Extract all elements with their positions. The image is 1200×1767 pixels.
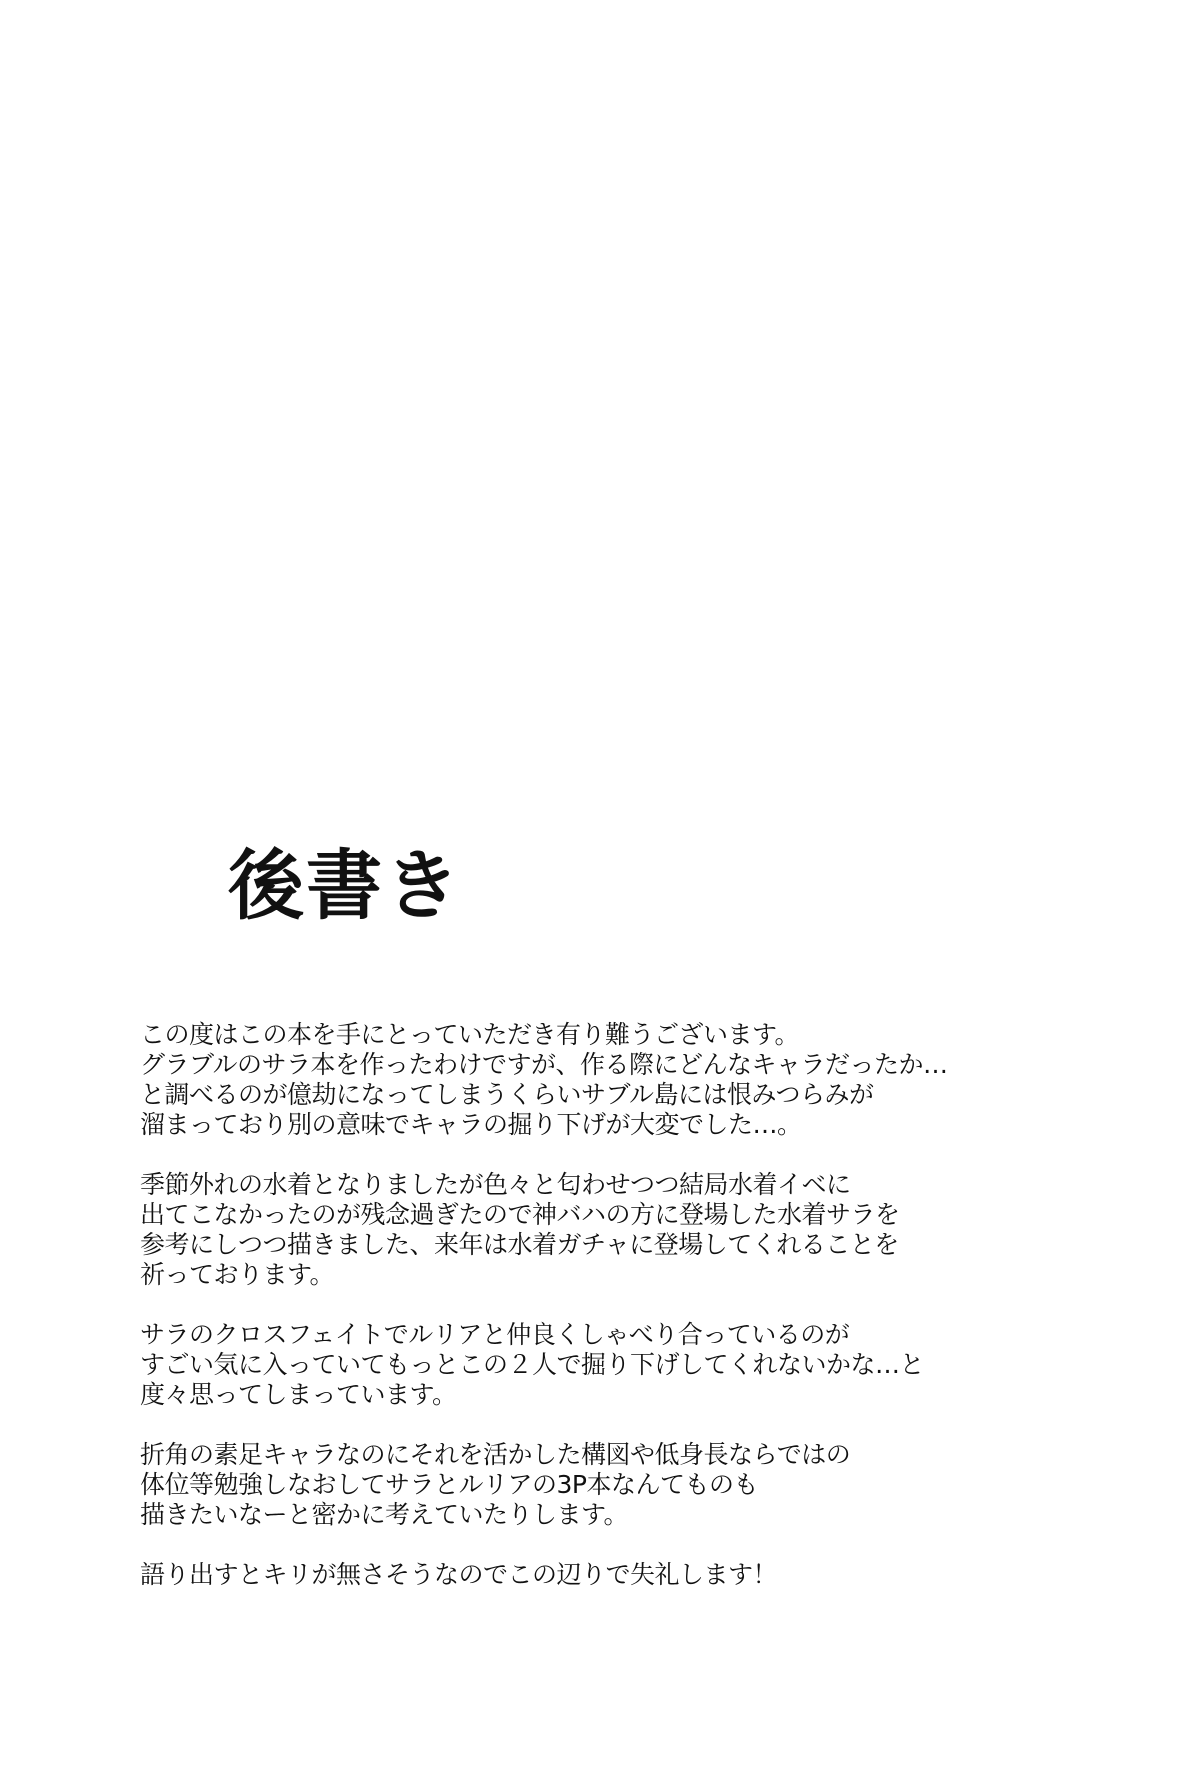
paragraph-swimsuit [140,1170,1040,1290]
text-line: サラのクロスフェイトでルリアと仲良くしゃべり合っているのが [140,1320,850,1349]
text-line: 折角の素足キャラなのにそれを活かした構図や低身長ならではの [140,1440,851,1469]
text-line: 溜まっており別の意味でキャラの掘り下げが大変でした…。 [140,1110,802,1139]
paragraph-plans [140,1440,1040,1530]
text-line: 出てこなかったのが残念過ぎたので神バハの方に登場した水着サラを [140,1200,900,1229]
text-line: 語り出すとキリが無さそうなのでこの辺りで失礼します！ [140,1560,778,1589]
paragraph-thanks [140,1020,1040,1140]
text-line: 参考にしつつ描きました、来年は水着ガチャに登場してくれることを [140,1230,899,1259]
page-title: 後書き [228,841,462,930]
text-line: と調べるのが億劫になってしまうくらいサブル島には恨みつらみが [140,1080,874,1109]
text-line: 体位等勉強しなおしてサラとルリアの3P本なんてものも [140,1470,758,1499]
text-line: 度々思ってしまっています。 [140,1380,457,1409]
text-line: 祈っております。 [140,1260,335,1289]
text-line: 描きたいなーと密かに考えていたりします。 [140,1500,629,1529]
text-line: 季節外れの水着となりましたが色々と匂わせつつ結局水着イベに [140,1170,851,1199]
paragraph-closing [140,1560,1040,1590]
afterword-body [140,1020,1040,1620]
text-line: グラブルのサラ本を作ったわけですが、作る際にどんなキャラだったか… [140,1050,948,1079]
text-line: すごい気に入っていてもっとこの２人で掘り下げしてくれないかな…と [140,1350,925,1379]
text-line: この度はこの本を手にとっていただき有り難うございます。 [140,1020,800,1049]
paragraph-crossfate [140,1320,1040,1410]
